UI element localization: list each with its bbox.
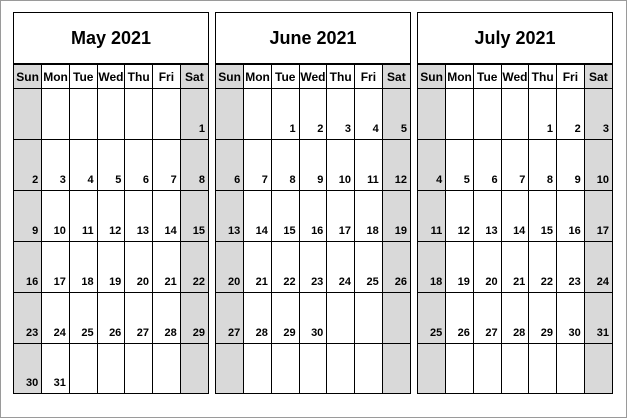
day-cell: 20	[473, 242, 501, 293]
day-cell: 29	[180, 293, 208, 344]
day-cell: 9	[557, 140, 585, 191]
day-cell: 2	[299, 89, 327, 140]
day-cell	[327, 344, 355, 393]
day-cell: 22	[271, 242, 299, 293]
day-cell	[446, 344, 474, 393]
day-cell: 11	[355, 140, 383, 191]
day-cell: 19	[382, 191, 410, 242]
day-cell: 4	[355, 89, 383, 140]
day-cell: 1	[271, 89, 299, 140]
day-cell: 24	[327, 242, 355, 293]
day-cell: 23	[14, 293, 42, 344]
day-cell: 9	[299, 140, 327, 191]
day-cell: 16	[14, 242, 42, 293]
month-grid	[418, 64, 612, 393]
day-cell: 14	[153, 191, 181, 242]
day-cell: 6	[125, 140, 153, 191]
day-cell	[42, 89, 70, 140]
day-cell	[382, 344, 410, 393]
day-cell: 23	[557, 242, 585, 293]
day-cell	[355, 344, 383, 393]
weekday-header: Mon	[42, 65, 70, 89]
week-row	[14, 344, 208, 393]
day-cell: 7	[501, 140, 529, 191]
day-cell: 25	[355, 242, 383, 293]
weekday-header: Sun	[418, 65, 446, 89]
day-cell: 26	[97, 293, 125, 344]
day-cell	[97, 344, 125, 393]
day-cell: 8	[529, 140, 557, 191]
week-row	[216, 293, 410, 344]
day-cell: 16	[299, 191, 327, 242]
weekday-header: Tue	[473, 65, 501, 89]
weekday-header: Wed	[97, 65, 125, 89]
week-row	[14, 89, 208, 140]
day-cell: 30	[14, 344, 42, 393]
day-cell: 18	[355, 191, 383, 242]
day-cell	[244, 344, 272, 393]
day-cell	[69, 344, 97, 393]
day-cell: 22	[180, 242, 208, 293]
day-cell: 14	[501, 191, 529, 242]
day-cell	[418, 89, 446, 140]
day-cell: 20	[216, 242, 244, 293]
day-cell: 18	[418, 242, 446, 293]
day-cell: 7	[153, 140, 181, 191]
week-row	[418, 242, 612, 293]
week-row	[418, 140, 612, 191]
day-cell: 12	[97, 191, 125, 242]
week-row	[418, 191, 612, 242]
day-cell: 15	[180, 191, 208, 242]
week-row	[14, 242, 208, 293]
day-cell: 17	[584, 191, 612, 242]
day-cell: 29	[271, 293, 299, 344]
day-cell: 31	[42, 344, 70, 393]
day-cell: 3	[584, 89, 612, 140]
day-cell: 30	[557, 293, 585, 344]
day-cell: 26	[446, 293, 474, 344]
day-cell	[125, 344, 153, 393]
day-cell: 1	[180, 89, 208, 140]
day-cell	[382, 293, 410, 344]
day-cell: 13	[216, 191, 244, 242]
day-cell: 28	[153, 293, 181, 344]
day-cell: 11	[69, 191, 97, 242]
month-calendar	[13, 12, 209, 394]
week-row	[14, 293, 208, 344]
day-cell	[418, 344, 446, 393]
week-row	[418, 89, 612, 140]
weekday-header: Fri	[153, 65, 181, 89]
day-cell	[271, 344, 299, 393]
weekday-header: Thu	[529, 65, 557, 89]
day-cell: 3	[327, 89, 355, 140]
day-cell: 14	[244, 191, 272, 242]
day-cell: 12	[382, 140, 410, 191]
day-cell: 12	[446, 191, 474, 242]
day-cell: 8	[180, 140, 208, 191]
weekday-header: Mon	[244, 65, 272, 89]
day-cell: 20	[125, 242, 153, 293]
day-cell	[244, 89, 272, 140]
day-cell: 6	[216, 140, 244, 191]
day-cell: 27	[216, 293, 244, 344]
week-row	[216, 344, 410, 393]
day-cell: 7	[244, 140, 272, 191]
day-cell: 17	[42, 242, 70, 293]
weekday-header-row	[216, 65, 410, 89]
weekday-header: Sat	[584, 65, 612, 89]
day-cell: 13	[125, 191, 153, 242]
week-row	[216, 242, 410, 293]
weekday-header: Fri	[557, 65, 585, 89]
weekday-header: Wed	[299, 65, 327, 89]
day-cell: 15	[529, 191, 557, 242]
month-calendar	[215, 12, 411, 394]
weekday-header: Mon	[446, 65, 474, 89]
month-title: July 2021	[418, 13, 612, 64]
day-cell	[153, 344, 181, 393]
day-cell: 31	[584, 293, 612, 344]
day-cell: 21	[244, 242, 272, 293]
month-title: May 2021	[14, 13, 208, 64]
month-title: June 2021	[216, 13, 410, 64]
week-row	[216, 89, 410, 140]
week-row	[216, 140, 410, 191]
month-calendar	[417, 12, 613, 394]
day-cell: 2	[14, 140, 42, 191]
day-cell: 10	[584, 140, 612, 191]
week-row	[418, 344, 612, 393]
day-cell	[529, 344, 557, 393]
day-cell: 21	[153, 242, 181, 293]
day-cell: 10	[42, 191, 70, 242]
day-cell: 28	[501, 293, 529, 344]
day-cell: 22	[529, 242, 557, 293]
day-cell: 5	[446, 140, 474, 191]
week-row	[418, 293, 612, 344]
day-cell	[501, 89, 529, 140]
day-cell: 4	[418, 140, 446, 191]
week-row	[216, 191, 410, 242]
weekday-header: Sat	[382, 65, 410, 89]
weekday-header: Wed	[501, 65, 529, 89]
day-cell: 19	[97, 242, 125, 293]
day-cell: 1	[529, 89, 557, 140]
day-cell	[125, 89, 153, 140]
weekday-header-row	[418, 65, 612, 89]
day-cell	[327, 293, 355, 344]
day-cell	[501, 344, 529, 393]
day-cell	[584, 344, 612, 393]
day-cell: 26	[382, 242, 410, 293]
day-cell: 11	[418, 191, 446, 242]
month-grid	[14, 64, 208, 393]
day-cell: 17	[327, 191, 355, 242]
day-cell: 19	[446, 242, 474, 293]
day-cell	[473, 344, 501, 393]
weekday-header: Thu	[327, 65, 355, 89]
day-cell: 13	[473, 191, 501, 242]
day-cell: 23	[299, 242, 327, 293]
day-cell: 27	[125, 293, 153, 344]
day-cell	[557, 344, 585, 393]
day-cell	[69, 89, 97, 140]
weekday-header: Sun	[216, 65, 244, 89]
day-cell: 9	[14, 191, 42, 242]
month-grid	[216, 64, 410, 393]
day-cell: 28	[244, 293, 272, 344]
day-cell	[216, 89, 244, 140]
day-cell: 4	[69, 140, 97, 191]
day-cell	[216, 344, 244, 393]
week-row	[14, 191, 208, 242]
day-cell: 27	[473, 293, 501, 344]
day-cell: 30	[299, 293, 327, 344]
week-row	[14, 140, 208, 191]
day-cell: 24	[584, 242, 612, 293]
day-cell	[355, 293, 383, 344]
day-cell	[14, 89, 42, 140]
weekday-header-row	[14, 65, 208, 89]
day-cell: 25	[69, 293, 97, 344]
day-cell	[299, 344, 327, 393]
weekday-header: Thu	[125, 65, 153, 89]
day-cell	[446, 89, 474, 140]
day-cell	[180, 344, 208, 393]
day-cell: 29	[529, 293, 557, 344]
day-cell: 2	[557, 89, 585, 140]
day-cell: 6	[473, 140, 501, 191]
day-cell: 5	[97, 140, 125, 191]
weekday-header: Fri	[355, 65, 383, 89]
day-cell	[153, 89, 181, 140]
day-cell: 15	[271, 191, 299, 242]
day-cell: 16	[557, 191, 585, 242]
weekday-header: Tue	[69, 65, 97, 89]
day-cell: 5	[382, 89, 410, 140]
weekday-header: Sun	[14, 65, 42, 89]
day-cell: 25	[418, 293, 446, 344]
day-cell: 10	[327, 140, 355, 191]
day-cell: 8	[271, 140, 299, 191]
weekday-header: Sat	[180, 65, 208, 89]
day-cell	[97, 89, 125, 140]
day-cell: 3	[42, 140, 70, 191]
weekday-header: Tue	[271, 65, 299, 89]
day-cell	[473, 89, 501, 140]
day-cell: 21	[501, 242, 529, 293]
day-cell: 18	[69, 242, 97, 293]
day-cell: 24	[42, 293, 70, 344]
